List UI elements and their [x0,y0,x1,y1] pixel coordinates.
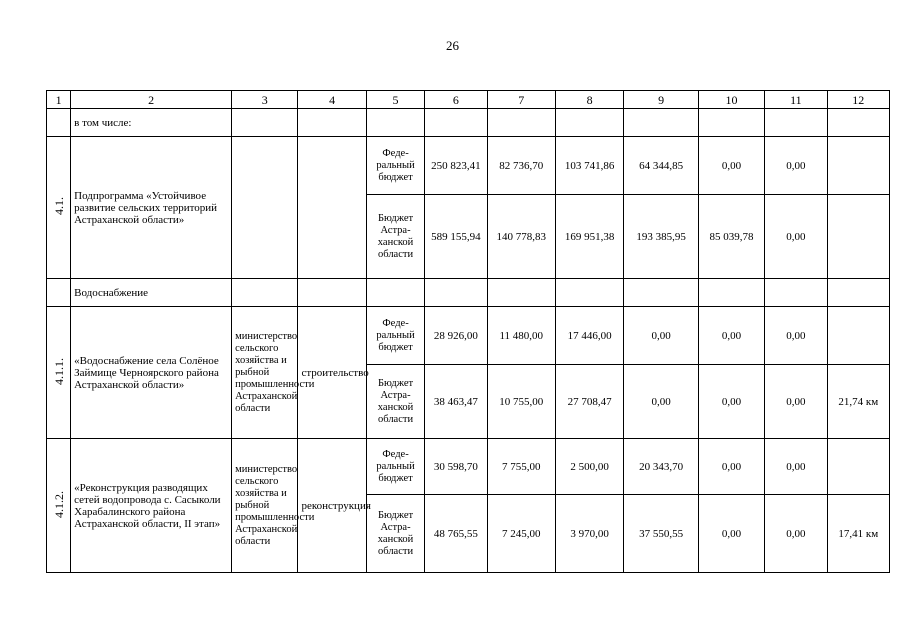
table-cell: 10 755,00 [487,365,555,439]
row-code: 4.1. [47,137,71,279]
table-cell: 0,00 [765,195,827,279]
including-row [47,109,890,137]
table-cell: 20 343,70 [624,439,698,495]
table-cell: 11 480,00 [487,307,555,365]
header-row [47,91,890,109]
work-type: строительство [298,307,366,439]
funding-source: Феде-ральный бюджет [366,439,424,495]
column-number: 11 [765,91,827,109]
table-cell: 193 385,95 [624,195,698,279]
table-cell: 85 039,78 [698,195,764,279]
executor: министерство сельского хозяйства и рыбной промышленности Астраханской области [232,307,298,439]
table-cell: 3 970,00 [555,495,623,573]
column-number: 8 [555,91,623,109]
table-cell: 30 598,70 [425,439,487,495]
column-number: 9 [624,91,698,109]
column-number: 3 [232,91,298,109]
funding-source: Феде-ральный бюджет [366,137,424,195]
table-cell: 82 736,70 [487,137,555,195]
table-cell: 250 823,41 [425,137,487,195]
column-number: 4 [298,91,366,109]
including-label: в том числе: [71,109,232,137]
table-cell: 28 926,00 [425,307,487,365]
funding-source: Бюджет Астра-ханской области [366,365,424,439]
table-cell: 0,00 [765,307,827,365]
table-cell: 0,00 [698,307,764,365]
subprogram-name: Подпрограмма «Устойчивое развитие сельских территорий Астраханской области» [71,137,232,279]
table-row [47,137,890,195]
table-cell: 64 344,85 [624,137,698,195]
table-row [47,439,890,495]
table-cell: 140 778,83 [487,195,555,279]
column-number: 2 [71,91,232,109]
table-cell: 0,00 [765,137,827,195]
column-number: 7 [487,91,555,109]
row-code: 4.1.1. [47,307,71,439]
table-cell: 169 951,38 [555,195,623,279]
executor: министерство сельского хозяйства и рыбной промышленности Астраханской области [232,439,298,573]
table-cell: 17 446,00 [555,307,623,365]
column-number: 5 [366,91,424,109]
page-number: 26 [446,38,459,53]
funding-source: Феде-ральный бюджет [366,307,424,365]
table-cell: 2 500,00 [555,439,623,495]
table-cell: 37 550,55 [624,495,698,573]
table-cell: 0,00 [698,439,764,495]
project-name: «Водоснабжение села Солёное Займище Черноярского района Астраханской области» [71,307,232,439]
funding-source: Бюджет Астра-ханской области [366,195,424,279]
table-cell: 48 765,55 [425,495,487,573]
table-cell: 0,00 [765,365,827,439]
table-cell: 0,00 [624,365,698,439]
budget-table [46,90,890,573]
table-cell: 27 708,47 [555,365,623,439]
table-cell: 38 463,47 [425,365,487,439]
result-cell [827,439,889,495]
table-cell: 0,00 [765,439,827,495]
table-cell: 0,00 [624,307,698,365]
column-number: 12 [827,91,889,109]
result-cell [827,195,889,279]
result-cell [827,307,889,365]
project-name: «Реконструкция разводящих сетей водопровода с. Сасыколи Харабалинского района Астраханской области, II этап» [71,439,232,573]
result-cell: 21,74 км [827,365,889,439]
result-cell [827,137,889,195]
work-type: реконструкция [298,439,366,573]
column-number: 10 [698,91,764,109]
table-cell: 0,00 [698,495,764,573]
table-cell: 7 755,00 [487,439,555,495]
table-cell: 0,00 [698,137,764,195]
row-code: 4.1.2. [47,439,71,573]
table-row [47,307,890,365]
result-cell: 17,41 км [827,495,889,573]
column-number: 6 [425,91,487,109]
table-cell: 7 245,00 [487,495,555,573]
table-cell: 589 155,94 [425,195,487,279]
table-cell: 103 741,86 [555,137,623,195]
table-cell: 0,00 [765,495,827,573]
section-row [47,279,890,307]
section-title: Водоснабжение [71,279,232,307]
funding-source: Бюджет Астра-ханской области [366,495,424,573]
column-number: 1 [47,91,71,109]
table-cell: 0,00 [698,365,764,439]
